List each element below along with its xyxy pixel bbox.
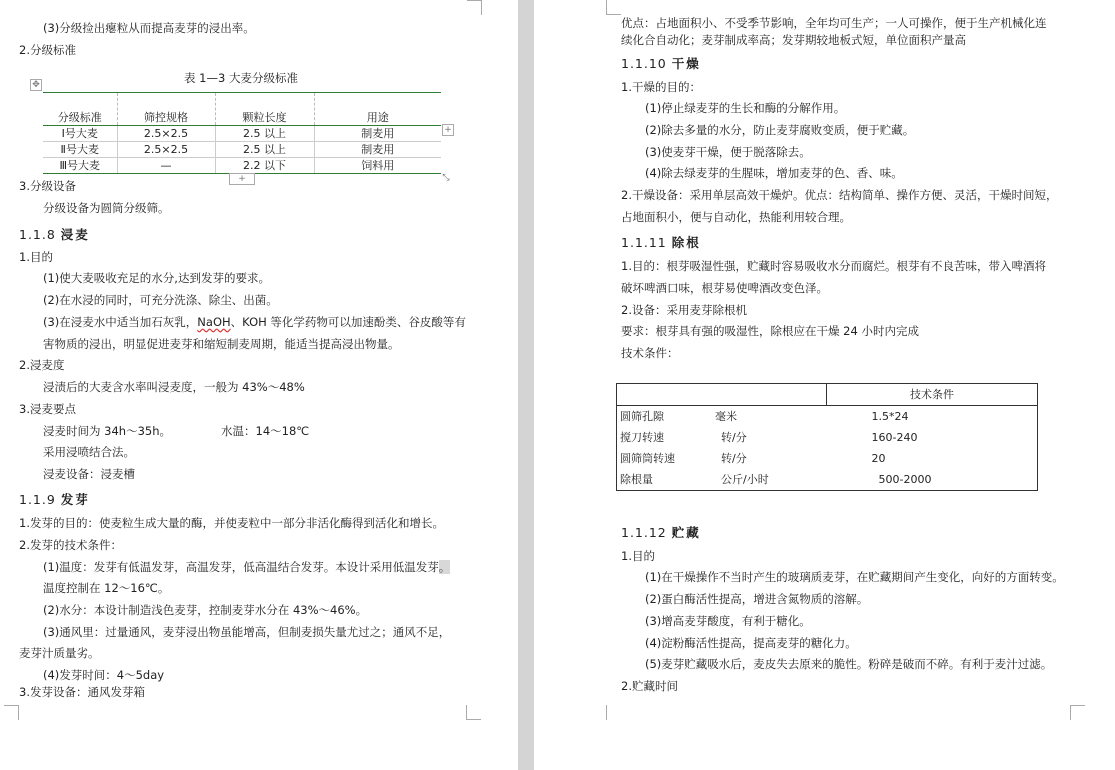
table-cell: 2.5 以上	[215, 142, 314, 158]
table-cell: 圆筛筒转速 转/分	[617, 448, 827, 469]
table-resize-icon[interactable]: ⤡	[442, 173, 450, 183]
paragraph: (3)分级捡出瘪粒从而提高麦芽的浸出率。	[43, 21, 255, 35]
paragraph: 2.发芽的技术条件：	[19, 538, 122, 552]
table-cell: 圆筛孔隙 毫米	[617, 406, 827, 428]
add-column-icon[interactable]: +	[442, 124, 454, 136]
section-heading: 1.1.10 干燥	[621, 56, 701, 71]
table-title: 表 1—3 大麦分级标准	[184, 71, 298, 85]
add-row-icon[interactable]: +	[229, 173, 255, 185]
paragraph: 麦芽汁质量劣。	[19, 646, 100, 660]
table-cell: 1.5*24	[827, 406, 1038, 428]
table-row	[617, 469, 1038, 491]
paragraph: 占地面积小，便与自动化，热能利用较合理。	[621, 210, 851, 224]
table-row	[617, 406, 1038, 428]
page-gutter	[518, 0, 534, 770]
paragraph: (1)温度：发芽有低温发芽，高温发芽，低高温结合发芽。本设计采用低温发芽。	[43, 560, 451, 574]
table-header-cell: 用途	[314, 93, 441, 126]
paragraph: (5)麦芽贮藏吸水后，麦皮失去原来的脆性。粉碎是破而不碎。有利于麦汁过滤。	[645, 657, 1053, 671]
paragraph: (3)通风里：过量通风，麦芽浸出物虽能增高，但制麦损失量尤过之；通风不足，	[43, 625, 451, 639]
paragraph: 1.干燥的目的：	[621, 80, 701, 94]
paragraph: (4)除去绿麦芽的生腥味，增加麦芽的色、香、味。	[645, 166, 903, 180]
table-row	[43, 142, 441, 158]
paragraph: 2.干燥设备：采用单层高效干燥炉。优点：结构简单、操作方便、灵活，干燥时间短，	[621, 188, 1058, 202]
table-cell: 160-240	[827, 427, 1038, 448]
paragraph: 1.目的：根芽吸湿性强，贮藏时容易吸收水分而腐烂。根芽有不良苦味，带入啤酒将	[621, 259, 1046, 273]
paragraph: 2.贮藏时间	[621, 679, 678, 693]
page-margin-mark	[466, 705, 481, 720]
paragraph: (3)在浸麦水中适当加石灰乳，NaOH、KOH 等化学药物可以加速酚类、谷皮酸等有	[43, 315, 466, 329]
paragraph: (3)增高麦芽酸度，有利于糖化。	[645, 614, 811, 628]
table-cell: 制麦用	[314, 126, 441, 142]
paragraph: 优点：占地面积小、不受季节影响，全年均可生产；一人可操作，便于生产机械化连	[621, 16, 1047, 30]
paragraph: 2.浸麦度	[19, 358, 65, 372]
table-cell: 饲料用	[314, 158, 441, 174]
page-margin-mark	[606, 705, 607, 720]
grade-standard-table	[43, 92, 441, 174]
table-cell: Ⅲ号大麦	[43, 158, 117, 174]
paragraph: 温度控制在 12～16℃。	[43, 581, 170, 595]
table-header-cell: 分级标准	[43, 93, 117, 126]
page-margin-mark	[4, 705, 19, 720]
paragraph: (4)发芽时间：4～5day	[43, 668, 165, 682]
paragraph: 破坏啤酒口味，根芽易使啤酒改变色泽。	[621, 281, 828, 295]
page-margin-mark	[606, 0, 621, 15]
table-cell: 搅刀转速 转/分	[617, 427, 827, 448]
table-cell: 2.5×2.5	[117, 126, 215, 142]
paragraph: 技术条件：	[621, 346, 679, 360]
table-cell: 20	[827, 448, 1038, 469]
table-header-cell: 技术条件	[827, 384, 1038, 406]
table-header-cell: 筛控规格	[117, 93, 215, 126]
paragraph: 水温：14～18℃	[221, 424, 310, 438]
paragraph: 3.分级设备	[19, 179, 76, 193]
paragraph: 要求：根芽具有强的吸湿性，除根应在干燥 24 小时内完成	[621, 324, 919, 338]
table-row	[43, 158, 441, 174]
table-cell: 2.2 以下	[215, 158, 314, 174]
paragraph: 2.设备：采用麦芽除根机	[621, 303, 747, 317]
section-heading: 1.1.12 贮藏	[621, 525, 701, 540]
section-heading: 1.1.8 浸麦	[19, 227, 90, 242]
table-header-cell	[617, 384, 827, 406]
section-heading: 1.1.9 发芽	[19, 492, 90, 507]
paragraph: (1)停止绿麦芽的生长和酶的分解作用。	[645, 101, 846, 115]
table-header-row	[617, 384, 1038, 406]
paragraph: 浸渍后的大麦含水率叫浸麦度，一般为 43%～48%	[43, 380, 305, 394]
paragraph: (3)使麦芽干燥，便于脱落除去。	[645, 145, 811, 159]
table-cell: 500-2000	[827, 469, 1038, 491]
table-header-row	[43, 93, 441, 126]
paragraph: 1.目的	[19, 250, 53, 264]
paragraph: 1.目的	[621, 549, 655, 563]
paragraph: (2)除去多量的水分，防止麦芽腐败变质，便于贮藏。	[645, 123, 915, 137]
table-header-cell: 颗粒长度	[215, 93, 314, 126]
paragraph: 害物质的浸出，明显促进麦芽和缩短制麦周期，能适当提高浸出物量。	[43, 337, 400, 351]
paragraph: 2.分级标准	[19, 43, 76, 57]
tech-conditions-table	[616, 383, 1038, 491]
page-margin-mark	[467, 0, 482, 15]
paragraph: 3.浸麦要点	[19, 402, 76, 416]
table-move-handle-icon[interactable]: ✥	[30, 79, 42, 91]
paragraph: (2)水分：本设计制造浅色麦芽，控制麦芽水分在 43%～46%。	[43, 603, 368, 617]
paragraph: 浸麦时间为 34h～35h。	[43, 424, 171, 438]
table-row	[617, 448, 1038, 469]
table-cell: 2.5×2.5	[117, 142, 215, 158]
paragraph: (2)蛋白酶活性提高，增进含氮物质的溶解。	[645, 592, 869, 606]
paragraph: 采用浸喷结合法。	[43, 445, 135, 459]
page-margin-mark	[1070, 705, 1085, 720]
paragraph: 1.发芽的目的：使麦粒生成大量的酶，并使麦粒中一部分非活化酶得到活化和增长。	[19, 516, 444, 530]
paragraph: 续化合自动化；麦芽制成率高；发芽期较地板式短，单位面积产量高	[621, 33, 966, 47]
table-cell: Ⅱ号大麦	[43, 142, 117, 158]
table-row	[617, 427, 1038, 448]
table-row	[43, 126, 441, 142]
paragraph: 浸麦设备：浸麦槽	[43, 467, 135, 481]
paragraph: (4)淀粉酶活性提高，提高麦芽的糖化力。	[645, 636, 857, 650]
table-cell: 制麦用	[314, 142, 441, 158]
paragraph: (1)在干燥操作不当时产生的玻璃质麦芽，在贮藏期间产生变化，向好的方面转变。	[645, 570, 1064, 584]
table-cell: —	[117, 158, 215, 174]
paragraph: (2)在水浸的同时，可充分洗涤、除尘、出菌。	[43, 293, 278, 307]
table-cell: 2.5 以上	[215, 126, 314, 142]
paragraph: (1)使大麦吸收充足的水分,达到发芽的要求。	[43, 271, 270, 285]
table-cell: 除根量 公斤/小时	[617, 469, 827, 491]
paragraph: 分级设备为圆筒分级筛。	[43, 201, 170, 215]
section-heading: 1.1.11 除根	[621, 235, 701, 250]
paragraph: 3.发芽设备：通风发芽箱	[19, 685, 145, 699]
table-cell: Ⅰ号大麦	[43, 126, 117, 142]
